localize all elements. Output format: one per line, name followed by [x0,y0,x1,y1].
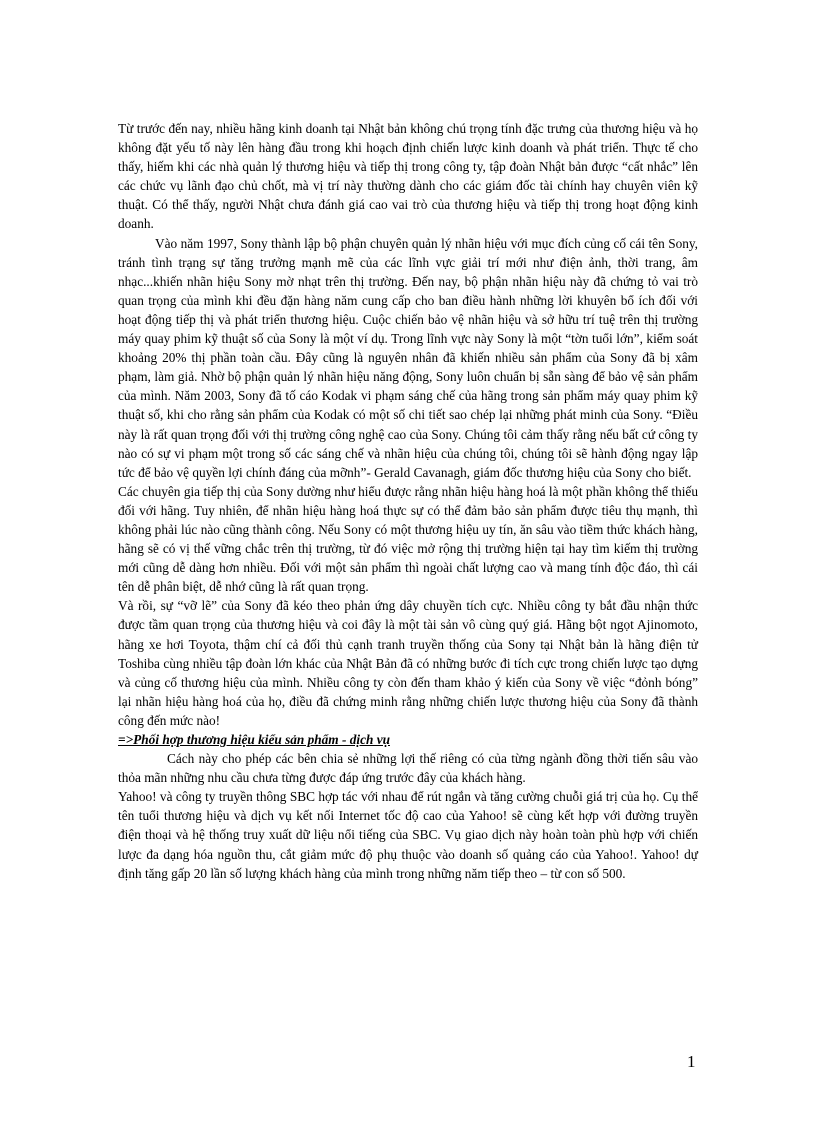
document-body [118,119,698,883]
paragraph-cobranding-intro: Cách này cho phép các bên chia sẻ những lợi thế riêng có của từng ngành đồng thời tiến sâu vào thỏa mãn những nhu cầu chưa từng được đáp ứng trước đây của khách hàng. [118,751,698,786]
page-number: 1 [687,1052,696,1071]
paragraph-marketing-experts: Các chuyên gia tiếp thị của Sony dường như hiểu được rằng nhãn hiệu hàng hoá là một phần không thể thiếu đối với hãng. Tuy nhiên, để nhãn hiệu hàng hoá thực sự có thể đảm bảo sản phẩm được tiêu thụ mạnh, thì không phải lúc nào cũng thành công. Nếu Sony có một thương hiệu uy tín, ăn sâu vào tiềm thức khách hàng, hãng sẽ có vị thế vững chắc trên thị trường, từ đó việc mở rộng thị trường hiện tại hay tìm kiếm thị trường mới cũng dễ dàng hơn nhiều. Đối với một sản phẩm thì ngoài chất lượng cao và mang tính độc đáo, thì cái tên dễ phân biệt, dễ nhớ cũng là rất quan trọng. [118,483,698,595]
paragraph-sony-brand-department: Vào năm 1997, Sony thành lập bộ phận chuyên quản lý nhãn hiệu với mục đích củng cố cái tên Sony, tránh tình trạng sự tăng trưởng mạnh mẽ của các lĩnh vực giải trí mới như điện ảnh, thời trang, âm nhạc...khiến nhãn hiệu Sony mờ nhạt trên thị trường. Đến nay, bộ phận nhãn hiệu này đã chứng tỏ vai trò quan trọng của mình khi đều đặn hàng năm cung cấp cho ban điều hành những lời khuyên bổ ích đối với hoạt động tiếp thị và phát triển thương hiệu. Cuộc chiến bảo vệ nhãn hiệu và sở hữu trí tuệ trên thị trường máy quay phim kỹ thuật số của Sony là một ví dụ. Trong lĩnh vực này Sony là một “tờn tuổi lớn”, kiểm soát khoảng 20% thị phần toàn cầu. Đây cũng là nguyên nhân đã khiến nhiều sản phẩm của Sony đã bị xâm phạm, làm giả. Nhờ bộ phận quản lý nhãn hiệu năng động, Sony luôn chuẩn bị sẵn sàng để bảo vệ sản phẩm của mình. Năm 2003, Sony đã tố cáo Kodak vi phạm sáng chế của hãng trong sản phẩm máy quay phim kỹ thuật số, khi cho rằng sản phẩm của Kodak có một số chi tiết sao chép lại những phát minh của Sony. “Điều này là rất quan trọng đối với thị trường công nghệ cao của Sony. Chúng tôi cảm thấy rằng nếu bất cứ công ty nào có sự vi phạm một trong số các sáng chế và nhãn hiệu của chúng tôi, chúng tôi sẽ hành động ngay lập tức để bảo vệ quyền lợi chính đáng của mỡnh”- Gerald Cavanagh, giám đốc thương hiệu của Sony cho biết. [118,235,698,480]
paragraph-chain-reaction: Và rồi, sự “vỡ lẽ” của Sony đã kéo theo phản ứng dây chuyền tích cực. Nhiều công ty bắt đầu nhận thức được tầm quan trọng của thương hiệu và coi đây là một tài sản vô cùng quý giá. Hãng bột ngọt Ajinomoto, hãng xe hơi Toyota, thậm chí cả đối thủ cạnh tranh truyền thống của Sony tại Nhật bản là hãng điện tử Toshiba cùng nhiều tập đoàn lớn khác của Nhật Bản đã có những bước đi tích cực trong chiến lược tạo dựng và củng cố thương hiệu của mình. Nhiều công ty còn đến tham khảo ý kiến của Sony về việc “đỏnh bóng” lại nhãn hiệu hàng hoá của họ, điều đã chứng minh rằng những chiến lược thương hiệu của Sony đã thành công đến mức nào! [118,598,698,728]
section-heading: =>Phối hợp thương hiệu kiểu sản phẩm - dịch vụ [118,732,390,747]
paragraph-yahoo-sbc: Yahoo! và công ty truyền thông SBC hợp tác với nhau để rút ngắn và tăng cường chuỗi giá trị của họ. Cụ thể tên tuổi thương hiệu và dịch vụ kết nối Internet tốc độ cao của Yahoo! sẽ cùng kết hợp với đường truyền điện thoại và hệ thống truy xuất dữ liệu nổi tiếng của SBC. Vụ giao dịch này hoàn toàn phù hợp với chiến lược đa dạng hóa nguồn thu, cắt giảm mức độ phụ thuộc vào doanh số quảng cáo của Yahoo!. Yahoo! dự định tăng gấp 20 lần số lượng khách hàng của mình trong những năm tiếp theo – từ con số 500. [118,789,698,881]
paragraph-intro: Từ trước đến nay, nhiều hãng kinh doanh tại Nhật bản không chú trọng tính đặc trưng của thương hiệu và họ không đặt yếu tố này lên hàng đầu trong khi hoạch định chiến lược kinh doanh và phát triển. Thực tế cho thấy, hiếm khi các nhà quản lý thương hiệu và tiếp thị trong công ty, tập đoàn Nhật bản được “cất nhắc” lên các chức vụ lãnh đạo chủ chốt, mà vị trí này thường dành cho các giám đốc tài chính hay chuyên viên kỹ thuật. Có thể thấy, người Nhật chưa đánh giá cao vai trò của thương hiệu và tiếp thị trong hoạt động kinh doanh. [118,121,698,232]
